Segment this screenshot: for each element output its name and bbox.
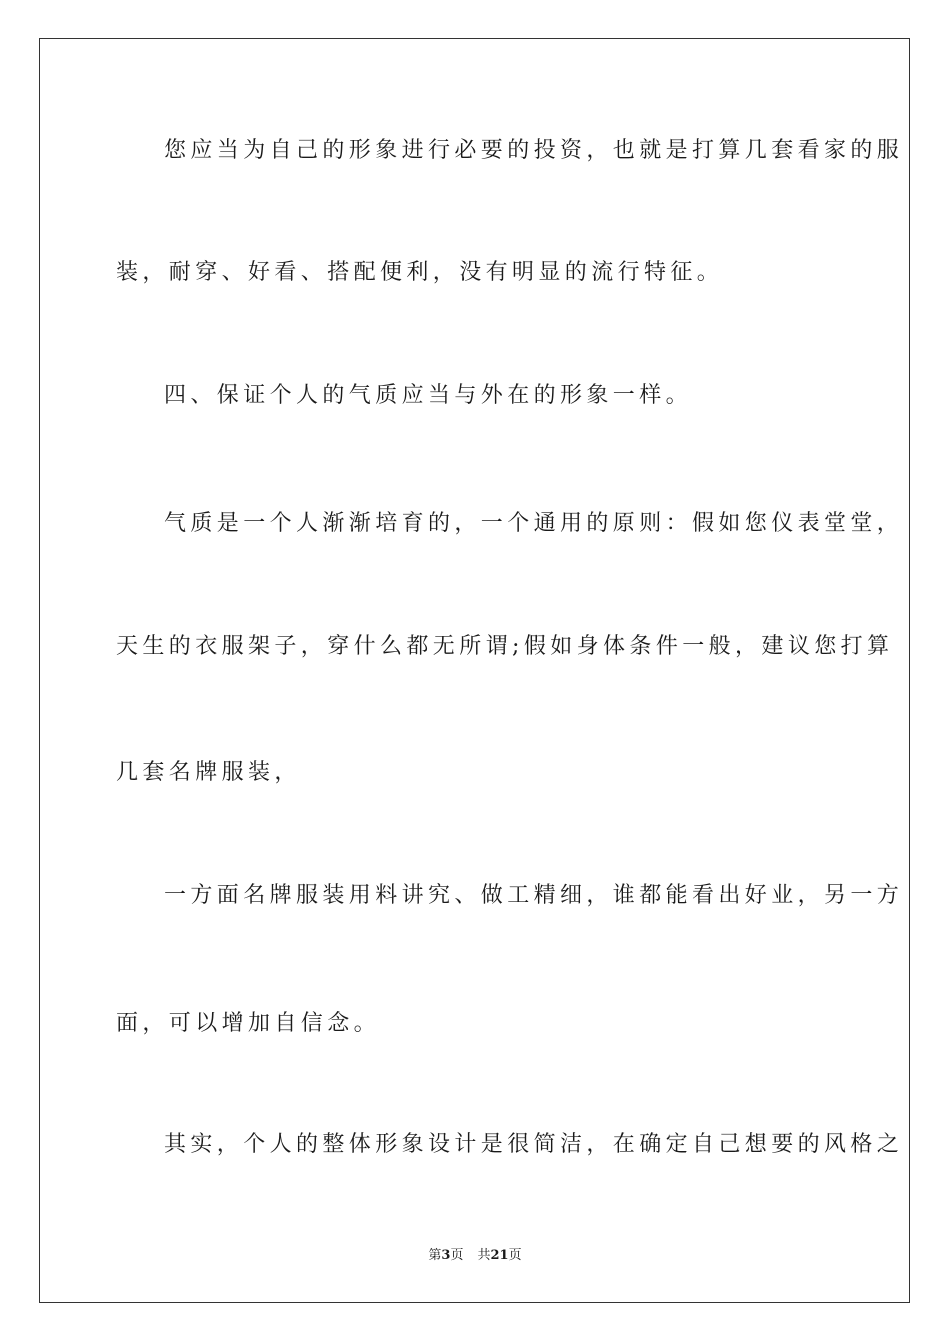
page-suffix: 页 [450, 1248, 464, 1263]
total-prefix: 共 [477, 1248, 491, 1263]
paragraph-line-6: 一方面名牌服装用料讲究、做工精细，谁都能看出好业，另一方 [164, 883, 904, 908]
paragraph-line-3: 气质是一个人渐渐培育的，一个通用的原则：假如您仪表堂堂， [164, 511, 904, 536]
paragraph-line-2: 装，耐穿、好看、搭配便利，没有明显的流行特征。 [116, 260, 724, 285]
paragraph-line-7: 面，可以增加自信念。 [116, 1011, 381, 1036]
paragraph-line-1: 您应当为自己的形象进行必要的投资，也就是打算几套看家的服 [164, 138, 904, 163]
total-suffix: 页 [508, 1248, 522, 1263]
page-number: 3 [441, 1248, 451, 1263]
page-border [39, 38, 910, 1303]
paragraph-line-8: 其实，个人的整体形象设计是很简洁，在确定自己想要的风格之 [164, 1132, 904, 1157]
section-heading-4: 四、保证个人的气质应当与外在的形象一样。 [164, 383, 693, 408]
total-pages: 21 [490, 1248, 509, 1263]
page-footer [0, 1247, 950, 1265]
paragraph-line-4: 天生的衣服架子，穿什么都无所谓;假如身体条件一般，建议您打算 [116, 634, 894, 659]
paragraph-line-5: 几套名牌服装， [116, 760, 301, 785]
page-prefix: 第 [428, 1248, 442, 1263]
